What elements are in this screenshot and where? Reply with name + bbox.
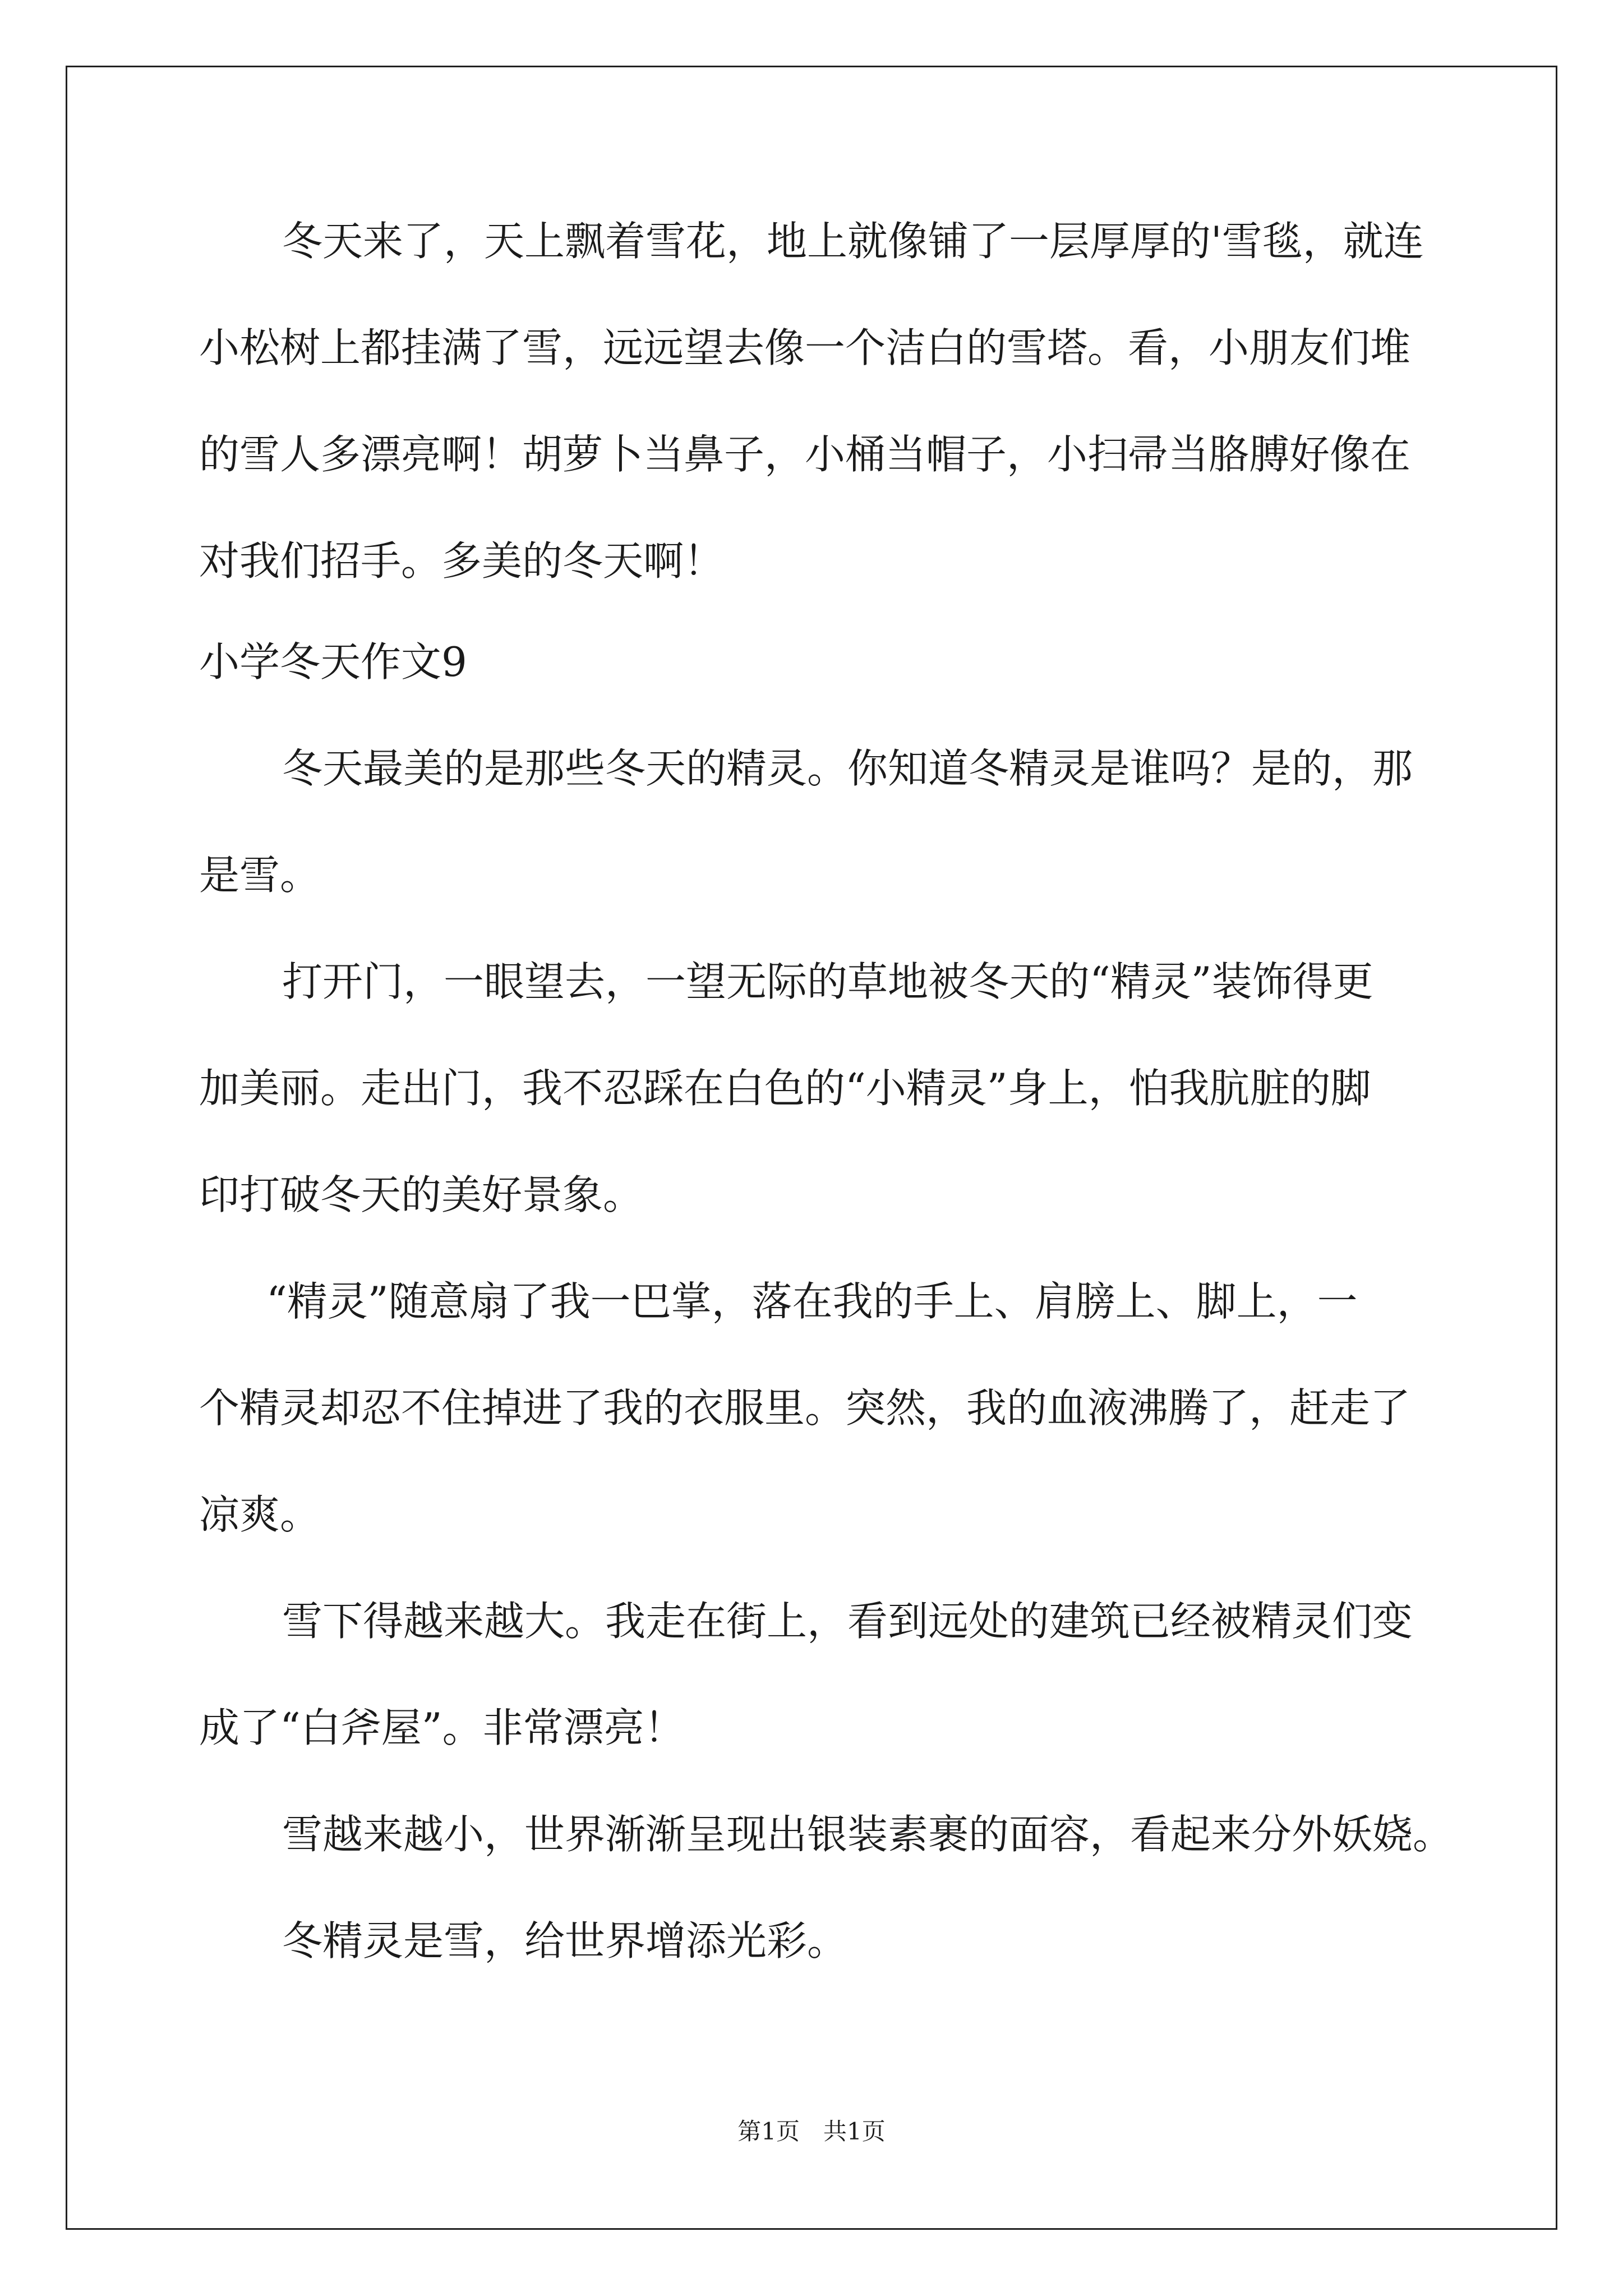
paragraph-line: 冬天来了，天上飘着雪花，地上就像铺了一层厚厚的'雪毯，就连 bbox=[282, 218, 1424, 265]
paragraph-line: 雪下得越来越大。我走在街上，看到远处的建筑已经被精灵们变 bbox=[282, 1598, 1413, 1645]
paragraph-line: 印打破冬天的美好景象。 bbox=[199, 1171, 644, 1218]
page-frame bbox=[66, 66, 1557, 2230]
paragraph-line: “精灵”随意扇了我一巴掌，落在我的手上、肩膀上、脚上，一 bbox=[266, 1278, 1358, 1325]
paragraph-line: 对我们招手。多美的冬天啊！ bbox=[199, 537, 725, 585]
paragraph-line: 成了“白斧屋”。非常漂亮！ bbox=[199, 1704, 685, 1751]
paragraph-line: 冬天最美的是那些冬天的精灵。你知道冬精灵是谁吗？是的，那 bbox=[282, 745, 1413, 792]
paragraph-line: 加美丽。走出门，我不忍踩在白色的“小精灵”身上，怕我肮脏的脚 bbox=[199, 1065, 1371, 1112]
section-heading: 小学冬天作文9 bbox=[199, 638, 467, 685]
paragraph-line: 凉爽。 bbox=[199, 1491, 321, 1538]
paragraph-line: 的雪人多漂亮啊！胡萝卜当鼻子，小桶当帽子，小扫帚当胳膊好像在 bbox=[199, 431, 1411, 478]
paragraph-line: 个精灵却忍不住掉进了我的衣服里。突然，我的血液沸腾了，赶走了 bbox=[199, 1384, 1411, 1432]
paragraph-line: 小松树上都挂满了雪，远远望去像一个洁白的雪塔。看，小朋友们堆 bbox=[199, 324, 1411, 371]
paragraph-line: 冬精灵是雪，给世界增添光彩。 bbox=[282, 1917, 848, 1964]
paragraph-line: 雪越来越小，世界渐渐呈现出银装素裹的面容，看起来分外妖娆。 bbox=[282, 1811, 1454, 1858]
page-indicator: 第1页 共1页 bbox=[737, 2118, 886, 2145]
paragraph-line: 打开门，一眼望去，一望无际的草地被冬天的“精灵”装饰得更 bbox=[282, 958, 1373, 1005]
paragraph-line: 是雪。 bbox=[199, 852, 321, 899]
